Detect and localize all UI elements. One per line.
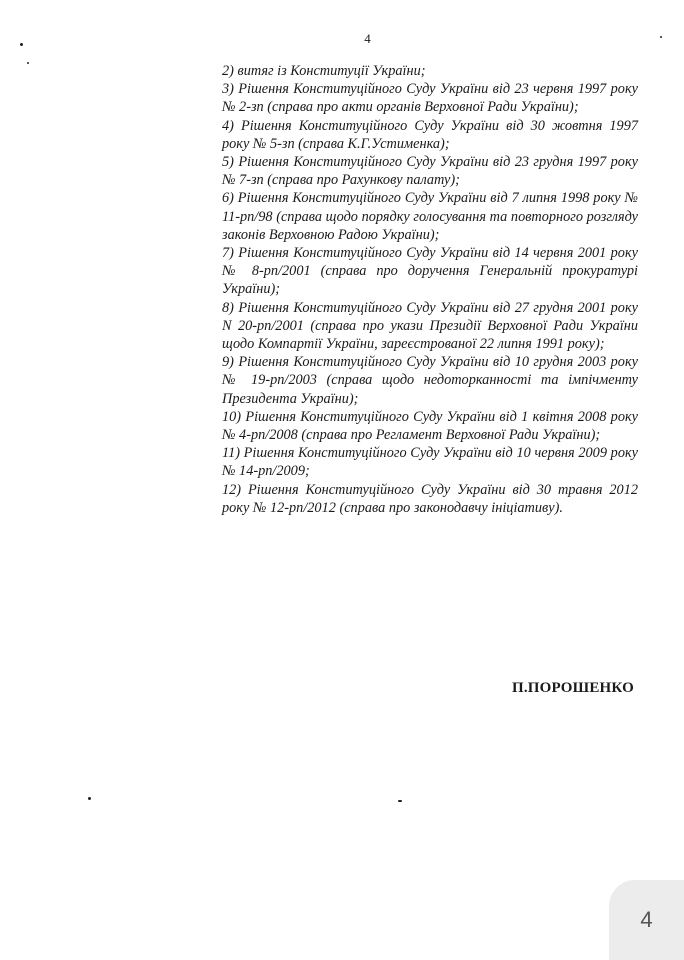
page-number: 4 — [364, 31, 371, 46]
scan-speck — [27, 62, 29, 64]
signature: П.ПОРОШЕНКО — [511, 680, 634, 696]
list-item: 3) Рішення Конституційного Суду України від 23 червня 1997 року № 2-зп (справа про акти органів Верховної Ради України); — [222, 81, 638, 116]
list-item: 10) Рішення Конституційного Суду України від 1 квітня 2008 року № 4-рп/2008 (справа про Регламент Верховної Ради України); — [222, 408, 638, 444]
list-item: 9) Рішення Конституційного Суду України від 10 грудня 2003 року № 19-рп/2003 (справа щодо недоторканності та імпічменту Президента України); — [222, 354, 638, 407]
list-item: 6) Рішення Конституційного Суду України від 7 липня 1998 року № 11-рп/98 (справа щодо порядку голосування та повторного розгляду законів Верховною Радою України); — [222, 190, 638, 243]
scan-speck — [398, 800, 402, 802]
scan-speck — [660, 36, 662, 38]
scan-speck — [88, 797, 91, 800]
list-item: 12) Рішення Конституційного Суду України від 30 травня 2012 року № 12-рп/2012 (справа про законодавчу ініціативу). — [222, 481, 638, 516]
scan-speck — [20, 43, 23, 46]
list-item: 5) Рішення Конституційного Суду України від 23 грудня 1997 року № 7-зп (справа про Рахункову палату); — [222, 154, 638, 189]
document-list — [222, 62, 638, 517]
list-item: 2) витяг із Конституції України; — [222, 63, 426, 79]
list-item: 8) Рішення Конституційного Суду України від 27 грудня 2001 року N 20-рп/2001 (справа про укази Президії Верховної Ради України щодо Компартії України, зареєстрованої 22 липня 1991 року); — [222, 299, 638, 353]
list-item: 11) Рішення Конституційного Суду України від 10 червня 2009 року № 14-рп/2009; — [222, 445, 638, 480]
page-indicator-badge[interactable]: 4 — [609, 880, 684, 960]
list-item: 4) Рішення Конституційного Суду України від 30 жовтня 1997 року № 5-зп (справа К.Г.Устименка); — [222, 117, 638, 152]
list-item: 7) Рішення Конституційного Суду України від 14 червня 2001 року № 8-рп/2001 (справа про доручення Генеральній прокуратурі України); — [222, 245, 638, 298]
